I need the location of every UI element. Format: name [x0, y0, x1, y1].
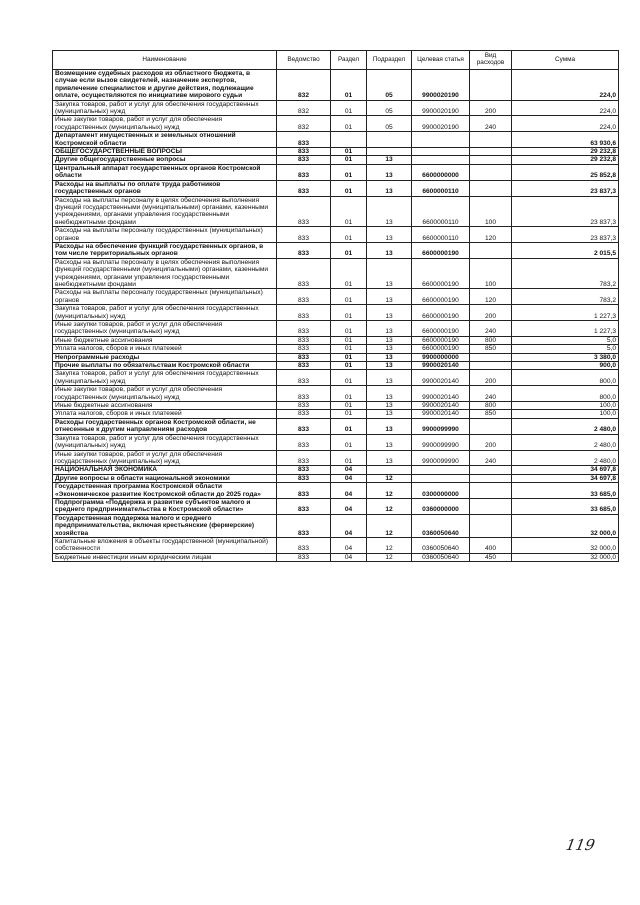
- cell-vr: 200: [470, 100, 512, 116]
- cell-name: ОБЩЕГОСУДАРСТВЕННЫЕ ВОПРОСЫ: [53, 148, 277, 156]
- cell-ved: 833: [277, 305, 331, 321]
- cell-ved: 833: [277, 537, 331, 553]
- cell-cs: 6600000000: [412, 164, 470, 180]
- cell-vr: [470, 242, 512, 258]
- cell-sum: 2 480,0: [512, 434, 619, 450]
- cell-sum: 1 227,3: [512, 321, 619, 337]
- cell-sum: 34 697,8: [512, 474, 619, 482]
- header-celevaya-statya: Целевая статья: [412, 51, 470, 70]
- table-row: [53, 466, 619, 474]
- cell-ved: 833: [277, 156, 331, 164]
- table-row: [53, 70, 619, 101]
- table-row: [53, 362, 619, 370]
- cell-vr: [470, 498, 512, 514]
- table-row: [53, 353, 619, 361]
- cell-name: Государственная программа Костромской области «Экономическое развитие Костромской области до 2025 года»: [53, 483, 277, 499]
- cell-razd: 01: [331, 148, 367, 156]
- cell-name: Центральный аппарат государственных органов Костромской области: [53, 164, 277, 180]
- cell-razd: 01: [331, 100, 367, 116]
- table-row: [53, 156, 619, 164]
- cell-name: Государственная поддержка малого и среднего предпринимательства, включая крестьянские (фермерские) хозяйства: [53, 514, 277, 537]
- cell-cs: 9900099990: [412, 434, 470, 450]
- header-row: [53, 51, 619, 70]
- cell-razd: 01: [331, 70, 367, 101]
- cell-cs: 6600000190: [412, 258, 470, 289]
- cell-vr: 200: [470, 370, 512, 386]
- cell-podr: [367, 132, 412, 148]
- cell-vr: 850: [470, 410, 512, 418]
- cell-vr: [470, 132, 512, 148]
- cell-razd: 01: [331, 305, 367, 321]
- cell-razd: 04: [331, 537, 367, 553]
- cell-podr: 13: [367, 156, 412, 164]
- cell-vr: 850: [470, 345, 512, 353]
- cell-name: Расходы на выплаты персоналу государственных (муниципальных) органов: [53, 227, 277, 243]
- cell-cs: [412, 156, 470, 164]
- cell-podr: 13: [367, 336, 412, 344]
- header-summa: Сумма: [512, 51, 619, 70]
- header-name: Наименование: [53, 51, 277, 70]
- cell-podr: 13: [367, 410, 412, 418]
- cell-podr: [367, 466, 412, 474]
- cell-razd: 01: [331, 410, 367, 418]
- table-row: [53, 116, 619, 132]
- cell-podr: 13: [367, 402, 412, 410]
- cell-podr: 13: [367, 289, 412, 305]
- cell-razd: 01: [331, 164, 367, 180]
- cell-podr: 13: [367, 345, 412, 353]
- cell-vr: 240: [470, 450, 512, 466]
- cell-razd: 01: [331, 386, 367, 402]
- cell-cs: 9900020140: [412, 402, 470, 410]
- cell-sum: 2 480,0: [512, 418, 619, 434]
- cell-podr: 13: [367, 164, 412, 180]
- cell-podr: 12: [367, 553, 412, 561]
- cell-sum: 5,0: [512, 336, 619, 344]
- cell-vr: 240: [470, 321, 512, 337]
- cell-cs: [412, 466, 470, 474]
- cell-cs: 9900020140: [412, 362, 470, 370]
- cell-razd: 04: [331, 474, 367, 482]
- cell-ved: 833: [277, 336, 331, 344]
- cell-razd: 01: [331, 242, 367, 258]
- cell-podr: 05: [367, 116, 412, 132]
- cell-cs: 6600000190: [412, 289, 470, 305]
- cell-podr: 12: [367, 514, 412, 537]
- table-row: [53, 450, 619, 466]
- cell-podr: 12: [367, 483, 412, 499]
- cell-podr: 12: [367, 537, 412, 553]
- table-row: [53, 386, 619, 402]
- cell-razd: 04: [331, 553, 367, 561]
- cell-cs: 6600000190: [412, 242, 470, 258]
- table-row: [53, 196, 619, 227]
- table-row: [53, 483, 619, 499]
- cell-cs: 6600000110: [412, 180, 470, 196]
- cell-vr: [470, 466, 512, 474]
- cell-name: Расходы на выплаты персоналу в целях обеспечения выполнения функций государственными (муниципальными) органами, казенными учреждениями, органами управления государственными внебюджетными фондами: [53, 258, 277, 289]
- cell-cs: 0360050640: [412, 553, 470, 561]
- cell-ved: 833: [277, 434, 331, 450]
- cell-cs: 9900020140: [412, 370, 470, 386]
- cell-ved: 833: [277, 227, 331, 243]
- cell-vr: [470, 474, 512, 482]
- cell-sum: 783,2: [512, 258, 619, 289]
- table-row: [53, 514, 619, 537]
- cell-vr: [470, 418, 512, 434]
- cell-sum: 224,0: [512, 116, 619, 132]
- cell-vr: [470, 148, 512, 156]
- cell-podr: [367, 148, 412, 156]
- cell-name: Закупка товаров, работ и услуг для обеспечения государственных (муниципальных) нужд: [53, 370, 277, 386]
- table-row: [53, 336, 619, 344]
- cell-sum: 23 837,3: [512, 196, 619, 227]
- cell-sum: 900,0: [512, 362, 619, 370]
- cell-razd: 01: [331, 180, 367, 196]
- cell-vr: 200: [470, 434, 512, 450]
- cell-sum: 3 380,0: [512, 353, 619, 361]
- cell-sum: 23 837,3: [512, 180, 619, 196]
- cell-sum: 32 000,0: [512, 514, 619, 537]
- cell-vr: 240: [470, 116, 512, 132]
- cell-podr: 12: [367, 474, 412, 482]
- cell-sum: 34 697,8: [512, 466, 619, 474]
- cell-sum: 63 930,6: [512, 132, 619, 148]
- cell-ved: 833: [277, 483, 331, 499]
- cell-razd: 01: [331, 450, 367, 466]
- cell-cs: 6600000190: [412, 321, 470, 337]
- cell-cs: 0360000000: [412, 498, 470, 514]
- cell-ved: 833: [277, 132, 331, 148]
- cell-sum: 2 015,5: [512, 242, 619, 258]
- cell-ved: 833: [277, 258, 331, 289]
- cell-ved: 833: [277, 553, 331, 561]
- table-row: [53, 289, 619, 305]
- cell-cs: 0300000000: [412, 483, 470, 499]
- cell-vr: 800: [470, 402, 512, 410]
- cell-vr: 240: [470, 386, 512, 402]
- table-row: [53, 164, 619, 180]
- cell-sum: 33 685,0: [512, 483, 619, 499]
- cell-name: Иные закупки товаров, работ и услуг для обеспечения государственных (муниципальных) нужд: [53, 321, 277, 337]
- cell-cs: 6600000110: [412, 196, 470, 227]
- cell-name: Закупка товаров, работ и услуг для обеспечения государственных (муниципальных) нужд: [53, 305, 277, 321]
- cell-podr: 13: [367, 434, 412, 450]
- cell-ved: 833: [277, 410, 331, 418]
- cell-vr: 400: [470, 537, 512, 553]
- cell-ved: 832: [277, 116, 331, 132]
- cell-sum: 29 232,8: [512, 156, 619, 164]
- cell-sum: 32 000,0: [512, 553, 619, 561]
- cell-sum: 224,0: [512, 70, 619, 101]
- cell-vr: 120: [470, 227, 512, 243]
- cell-podr: 05: [367, 100, 412, 116]
- page-number: 119: [564, 836, 597, 854]
- table-row: [53, 305, 619, 321]
- table-row: [53, 370, 619, 386]
- table-row: [53, 242, 619, 258]
- cell-podr: 13: [367, 242, 412, 258]
- table-row: [53, 258, 619, 289]
- cell-ved: 833: [277, 402, 331, 410]
- cell-cs: 9900020190: [412, 70, 470, 101]
- header-podrazdel: Подраздел: [367, 51, 412, 70]
- cell-podr: 13: [367, 353, 412, 361]
- cell-name: Иные бюджетные ассигнования: [53, 336, 277, 344]
- table-row: [53, 132, 619, 148]
- cell-vr: 200: [470, 305, 512, 321]
- cell-ved: 833: [277, 418, 331, 434]
- cell-name: Расходы на выплаты по оплате труда работников государственных органов: [53, 180, 277, 196]
- cell-name: Подпрограмма «Поддержка и развитие субъектов малого и среднего предпринимательства в Костромской области»: [53, 498, 277, 514]
- cell-razd: 01: [331, 370, 367, 386]
- cell-name: Расходы на выплаты персоналу в целях обеспечения выполнения функций государственными (муниципальными) органами, казенными учреждениями, органами управления государственными внебюджетными фондами: [53, 196, 277, 227]
- cell-vr: 450: [470, 553, 512, 561]
- cell-name: Расходы на выплаты персоналу государственных (муниципальных) органов: [53, 289, 277, 305]
- cell-ved: 833: [277, 321, 331, 337]
- cell-name: Закупка товаров, работ и услуг для обеспечения государственных (муниципальных) нужд: [53, 100, 277, 116]
- cell-razd: 04: [331, 483, 367, 499]
- table-body: [53, 70, 619, 562]
- cell-ved: 833: [277, 345, 331, 353]
- table-row: [53, 498, 619, 514]
- cell-razd: 01: [331, 362, 367, 370]
- cell-name: Возмещение судебных расходов из областного бюджета, в случае если вызов свидетелей, назначение экспертов, привлечение специалистов и другие действия, подлежащие оплате, осуществляются по инициативе мирового судьи: [53, 70, 277, 101]
- cell-sum: 29 232,8: [512, 148, 619, 156]
- cell-razd: 04: [331, 466, 367, 474]
- cell-sum: 1 227,3: [512, 305, 619, 321]
- cell-razd: 01: [331, 289, 367, 305]
- cell-name: Иные закупки товаров, работ и услуг для обеспечения государственных (муниципальных) нужд: [53, 450, 277, 466]
- table-row: [53, 345, 619, 353]
- cell-sum: 25 852,8: [512, 164, 619, 180]
- cell-sum: 5,0: [512, 345, 619, 353]
- cell-sum: 224,0: [512, 100, 619, 116]
- cell-razd: 01: [331, 258, 367, 289]
- cell-vr: [470, 180, 512, 196]
- cell-vr: 120: [470, 289, 512, 305]
- table-row: [53, 227, 619, 243]
- cell-sum: 800,0: [512, 386, 619, 402]
- cell-cs: 9900099990: [412, 418, 470, 434]
- cell-podr: 13: [367, 196, 412, 227]
- cell-ved: 833: [277, 514, 331, 537]
- table-row: [53, 321, 619, 337]
- cell-ved: 833: [277, 242, 331, 258]
- cell-vr: 100: [470, 258, 512, 289]
- cell-name: Уплата налогов, сборов и иных платежей: [53, 410, 277, 418]
- cell-cs: 9900000000: [412, 353, 470, 361]
- cell-razd: 01: [331, 418, 367, 434]
- cell-name: НАЦИОНАЛЬНАЯ ЭКОНОМИКА: [53, 466, 277, 474]
- budget-table: [52, 50, 619, 562]
- cell-razd: 01: [331, 402, 367, 410]
- cell-sum: 800,0: [512, 370, 619, 386]
- cell-sum: 100,0: [512, 402, 619, 410]
- cell-cs: 0360050640: [412, 537, 470, 553]
- cell-ved: 833: [277, 362, 331, 370]
- cell-name: Иные закупки товаров, работ и услуг для обеспечения государственных (муниципальных) нужд: [53, 386, 277, 402]
- cell-razd: 01: [331, 156, 367, 164]
- cell-name: Другие общегосударственные вопросы: [53, 156, 277, 164]
- cell-ved: 833: [277, 386, 331, 402]
- table-row: [53, 410, 619, 418]
- cell-podr: 13: [367, 258, 412, 289]
- table-row: [53, 537, 619, 553]
- cell-name: Капитальные вложения в объекты государственной (муниципальной) собственности: [53, 537, 277, 553]
- cell-podr: 13: [367, 227, 412, 243]
- cell-cs: 6600000110: [412, 227, 470, 243]
- cell-podr: 13: [367, 418, 412, 434]
- cell-podr: 13: [367, 180, 412, 196]
- cell-name: Расходы государственных органов Костромской области, не отнесенные к другим направлениям расходов: [53, 418, 277, 434]
- cell-cs: 0360050640: [412, 514, 470, 537]
- cell-vr: 100: [470, 196, 512, 227]
- cell-razd: 01: [331, 434, 367, 450]
- cell-cs: 6600000190: [412, 305, 470, 321]
- cell-razd: 01: [331, 345, 367, 353]
- cell-vr: [470, 70, 512, 101]
- cell-ved: 833: [277, 370, 331, 386]
- cell-vr: [470, 362, 512, 370]
- cell-ved: 833: [277, 196, 331, 227]
- cell-name: Уплата налогов, сборов и иных платежей: [53, 345, 277, 353]
- table-row: [53, 100, 619, 116]
- cell-cs: [412, 148, 470, 156]
- table-row: [53, 418, 619, 434]
- cell-podr: 13: [367, 362, 412, 370]
- cell-vr: [470, 514, 512, 537]
- cell-ved: 833: [277, 148, 331, 156]
- cell-ved: 833: [277, 450, 331, 466]
- table-row: [53, 434, 619, 450]
- cell-name: Непрограммные расходы: [53, 353, 277, 361]
- header-vedomstvo: Ведомство: [277, 51, 331, 70]
- cell-cs: [412, 474, 470, 482]
- cell-name: Прочие выплаты по обязательствам Костромской области: [53, 362, 277, 370]
- cell-ved: 832: [277, 70, 331, 101]
- cell-sum: 2 480,0: [512, 450, 619, 466]
- cell-name: Закупка товаров, работ и услуг для обеспечения государственных (муниципальных) нужд: [53, 434, 277, 450]
- cell-cs: 9900020190: [412, 100, 470, 116]
- cell-name: Другие вопросы в области национальной экономики: [53, 474, 277, 482]
- cell-podr: 13: [367, 321, 412, 337]
- cell-podr: 13: [367, 305, 412, 321]
- cell-razd: [331, 132, 367, 148]
- cell-name: Расходы на обеспечение функций государственных органов, в том числе территориальных органов: [53, 242, 277, 258]
- cell-ved: 832: [277, 100, 331, 116]
- cell-ved: 833: [277, 289, 331, 305]
- cell-name: Бюджетные инвестиции иным юридическим лицам: [53, 553, 277, 561]
- cell-ved: 833: [277, 474, 331, 482]
- cell-cs: 9900020140: [412, 386, 470, 402]
- cell-name: Иные закупки товаров, работ и услуг для обеспечения государственных (муниципальных) нужд: [53, 116, 277, 132]
- cell-sum: 32 000,0: [512, 537, 619, 553]
- cell-razd: 01: [331, 353, 367, 361]
- cell-name: Департамент имущественных и земельных отношений Костромской области: [53, 132, 277, 148]
- cell-cs: 9900020140: [412, 410, 470, 418]
- table-row: [53, 180, 619, 196]
- cell-sum: 23 837,3: [512, 227, 619, 243]
- cell-podr: 05: [367, 70, 412, 101]
- cell-razd: 01: [331, 227, 367, 243]
- cell-razd: 04: [331, 498, 367, 514]
- cell-cs: 9900099990: [412, 450, 470, 466]
- cell-cs: [412, 132, 470, 148]
- table-row: [53, 474, 619, 482]
- cell-ved: 833: [277, 498, 331, 514]
- cell-podr: 13: [367, 450, 412, 466]
- cell-cs: 6600000190: [412, 336, 470, 344]
- table-row: [53, 553, 619, 561]
- table-row: [53, 148, 619, 156]
- cell-vr: [470, 164, 512, 180]
- cell-vr: [470, 353, 512, 361]
- cell-ved: 833: [277, 180, 331, 196]
- cell-ved: 833: [277, 466, 331, 474]
- table-row: [53, 402, 619, 410]
- cell-vr: [470, 483, 512, 499]
- cell-sum: 100,0: [512, 410, 619, 418]
- cell-razd: 01: [331, 196, 367, 227]
- cell-vr: [470, 156, 512, 164]
- cell-podr: 12: [367, 498, 412, 514]
- cell-podr: 13: [367, 386, 412, 402]
- cell-name: Иные бюджетные ассигнования: [53, 402, 277, 410]
- header-razdel: Раздел: [331, 51, 367, 70]
- cell-sum: 783,2: [512, 289, 619, 305]
- cell-vr: 800: [470, 336, 512, 344]
- header-vid-raskhodov: Вид расходов: [470, 51, 512, 70]
- cell-podr: 13: [367, 370, 412, 386]
- cell-ved: 833: [277, 353, 331, 361]
- cell-razd: 01: [331, 116, 367, 132]
- cell-razd: 01: [331, 321, 367, 337]
- cell-razd: 01: [331, 336, 367, 344]
- cell-sum: 33 685,0: [512, 498, 619, 514]
- cell-razd: 04: [331, 514, 367, 537]
- cell-cs: 9900020190: [412, 116, 470, 132]
- cell-cs: 6600000190: [412, 345, 470, 353]
- cell-ved: 833: [277, 164, 331, 180]
